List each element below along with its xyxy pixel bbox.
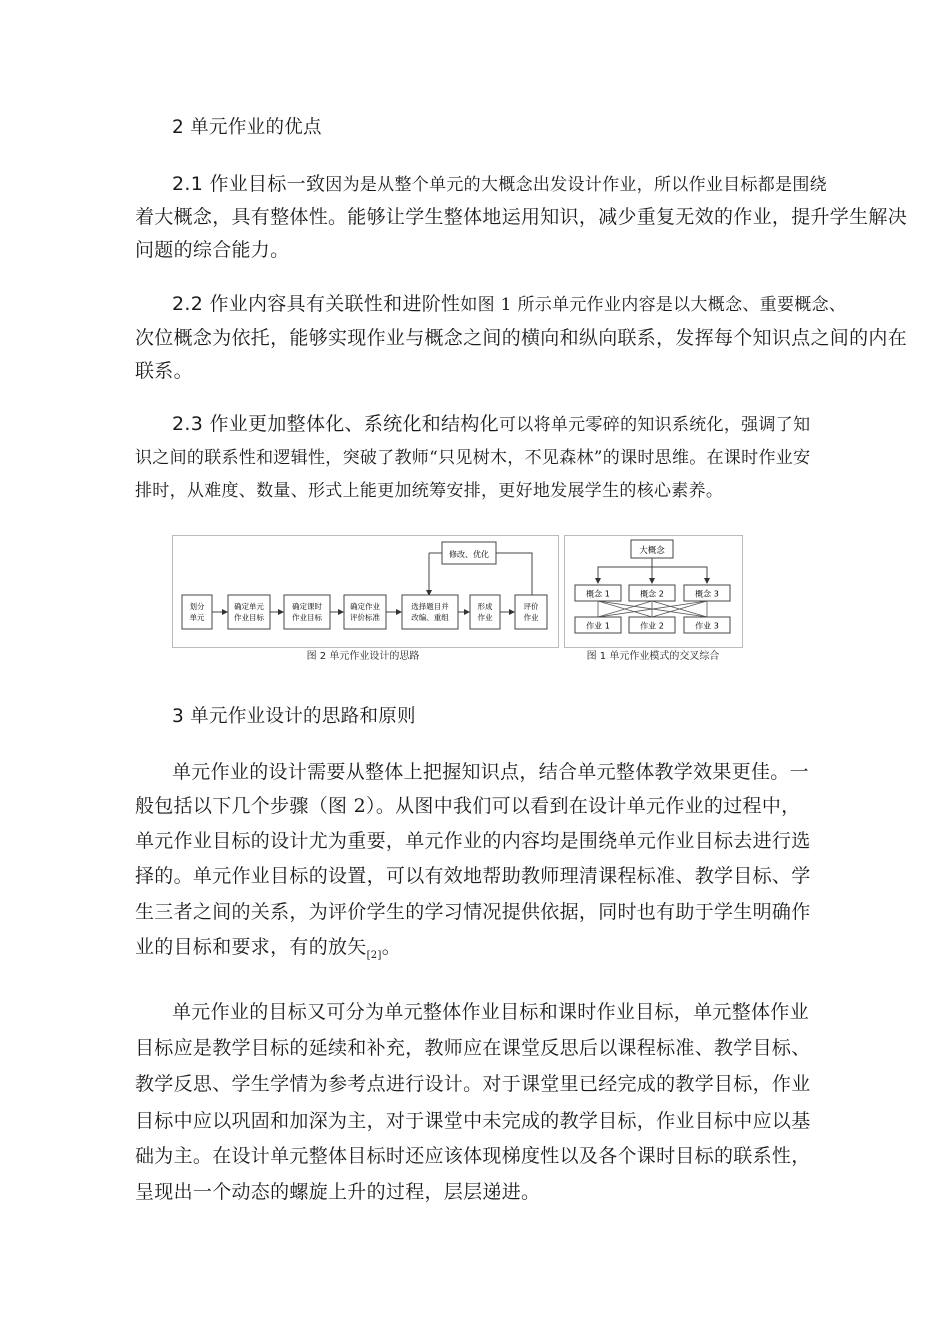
paragraph-line: 般包括以下几个步骤（图 2）。从图中我们可以看到在设计单元作业的过程中， bbox=[135, 795, 801, 817]
paragraph-2-2-line bbox=[172, 292, 846, 317]
flow-step-box bbox=[228, 595, 270, 629]
subheading-2-1: 2.1 作业目标一致 bbox=[172, 173, 326, 195]
concept-label: 概念 3 bbox=[695, 589, 719, 599]
paragraph-line: 排时，从难度、数量、形式上能更加统筹安排，更好地发展学生的核心素养。 bbox=[135, 481, 724, 501]
paragraph-line: 教学反思、学生学情为参考点进行设计。对于课堂里已经完成的教学目标，作业 bbox=[135, 1073, 811, 1095]
flow-steps bbox=[182, 595, 547, 629]
flow-step-label: 作业 bbox=[523, 613, 539, 622]
flow-step-label: 改编、重组 bbox=[411, 613, 449, 622]
figure-panel bbox=[172, 535, 747, 665]
paragraph-line: 着大概念，具有整体性。能够让学生整体地运用知识，减少重复无效的作业，提升学生解决 bbox=[135, 206, 908, 228]
paragraph-text: 。 bbox=[381, 936, 401, 958]
section-2-heading: 2 单元作业的优点 bbox=[172, 117, 322, 138]
concept-label: 概念 1 bbox=[586, 589, 610, 599]
paragraph-line: 目标应是教学目标的延续和补充，教师应在课堂反思后以课程标准、教学目标、 bbox=[135, 1037, 811, 1059]
section-3-heading: 3 单元作业设计的思路和原则 bbox=[172, 706, 416, 727]
task-label: 作业 1 bbox=[586, 621, 610, 631]
cross-links bbox=[575, 585, 730, 633]
flow-step-box bbox=[182, 595, 212, 629]
big-concept-label: 大概念 bbox=[639, 546, 665, 556]
paragraph-line: 单元作业的目标又可分为单元整体作业目标和课时作业目标，单元整体作业 bbox=[172, 1001, 809, 1023]
flow-step-box bbox=[402, 595, 458, 629]
paragraph-line: 生三者之间的关系，为评价学生的学习情况提供依据，同时也有助于学生明确作 bbox=[135, 901, 811, 923]
flow-step-label: 划分 bbox=[189, 602, 205, 611]
paragraph-line: 择的。单元作业目标的设置，可以有效地帮助教师理清课程标准、教学目标、学 bbox=[135, 865, 811, 887]
paragraph-line: 单元作业的设计需要从整体上把握知识点，结合单元整体教学效果更佳。一 bbox=[172, 761, 809, 783]
figure-2-frame bbox=[173, 536, 559, 648]
flow-step-label: 单元 bbox=[189, 613, 205, 622]
optimize-label: 修改、优化 bbox=[449, 550, 489, 559]
figure-svg bbox=[172, 535, 747, 665]
paragraph-line: 次位概念为依托，能够实现作业与概念之间的横向和纵向联系，发挥每个知识点之间的内在 bbox=[135, 327, 908, 349]
concept-label: 概念 2 bbox=[640, 589, 664, 599]
paragraph-line bbox=[135, 935, 401, 968]
concept-arrow bbox=[652, 567, 707, 583]
figure-2-caption: 图 2 单元作业设计的思路 bbox=[306, 651, 420, 662]
paragraph-line: 识之间的联系性和逻辑性，突破了教师“只见树木，不见森林”的课时思维。在课时作业安 bbox=[135, 448, 811, 468]
paragraph-text: 因为是从整个单元的大概念出发设计作业，所以作业目标都是围绕 bbox=[325, 175, 827, 195]
flow-step-label: 确定作业 bbox=[350, 602, 380, 611]
figure-1-caption: 图 1 单元作业模式的交叉综合 bbox=[586, 651, 720, 662]
flow-step-label: 评价标准 bbox=[350, 613, 380, 622]
flow-step-label: 评价 bbox=[523, 602, 539, 611]
flow-step-label: 确定单元 bbox=[234, 602, 264, 611]
paragraph-line: 联系。 bbox=[135, 360, 193, 382]
paragraph-line: 单元作业目标的设计尤为重要，单元作业的内容均是围绕单元作业目标去进行选 bbox=[135, 830, 811, 852]
paragraph-text: 业的目标和要求，有的放矢 bbox=[135, 936, 367, 958]
subheading-2-2: 2.2 作业内容具有关联性和进阶性 bbox=[172, 293, 461, 315]
flow-step-label: 选择题目并 bbox=[411, 602, 449, 611]
paragraph-line: 问题的综合能力。 bbox=[135, 239, 290, 261]
task-label: 作业 2 bbox=[640, 621, 664, 631]
flow-step-label: 作业目标 bbox=[292, 613, 322, 622]
flow-step-box bbox=[515, 595, 547, 629]
flow-step-box bbox=[284, 595, 330, 629]
flow-step-label: 确定课时 bbox=[292, 602, 322, 611]
paragraph-line: 目标中应以巩固和加深为主，对于课堂中未完成的教学目标，作业目标中应以基 bbox=[135, 1110, 811, 1132]
subheading-2-3: 2.3 作业更加整体化、系统化和结构化 bbox=[172, 413, 499, 435]
flow-step-label: 作业 bbox=[477, 613, 493, 622]
concept-arrow bbox=[598, 567, 652, 583]
flow-step-label: 形成 bbox=[477, 602, 493, 611]
task-label: 作业 3 bbox=[695, 621, 719, 631]
flow-step-box bbox=[344, 595, 386, 629]
citation-ref: [2] bbox=[366, 950, 382, 961]
paragraph-text: 可以将单元零碎的知识系统化，强调了知 bbox=[498, 415, 811, 435]
flow-step-box bbox=[470, 595, 500, 629]
feedback-line bbox=[496, 553, 532, 597]
paragraph-2-3-line bbox=[172, 412, 810, 437]
paragraph-2-1-line bbox=[172, 172, 827, 197]
paragraph-line: 础为主。在设计单元整体目标时还应该体现梯度性以及各个课时目标的联系性， bbox=[135, 1145, 811, 1167]
paragraph-text: 如图 1 所示单元作业内容是以大概念、重要概念、 bbox=[460, 295, 847, 315]
paragraph-line: 呈现出一个动态的螺旋上升的过程，层层递进。 bbox=[135, 1181, 541, 1203]
flow-step-label: 作业目标 bbox=[234, 613, 264, 622]
